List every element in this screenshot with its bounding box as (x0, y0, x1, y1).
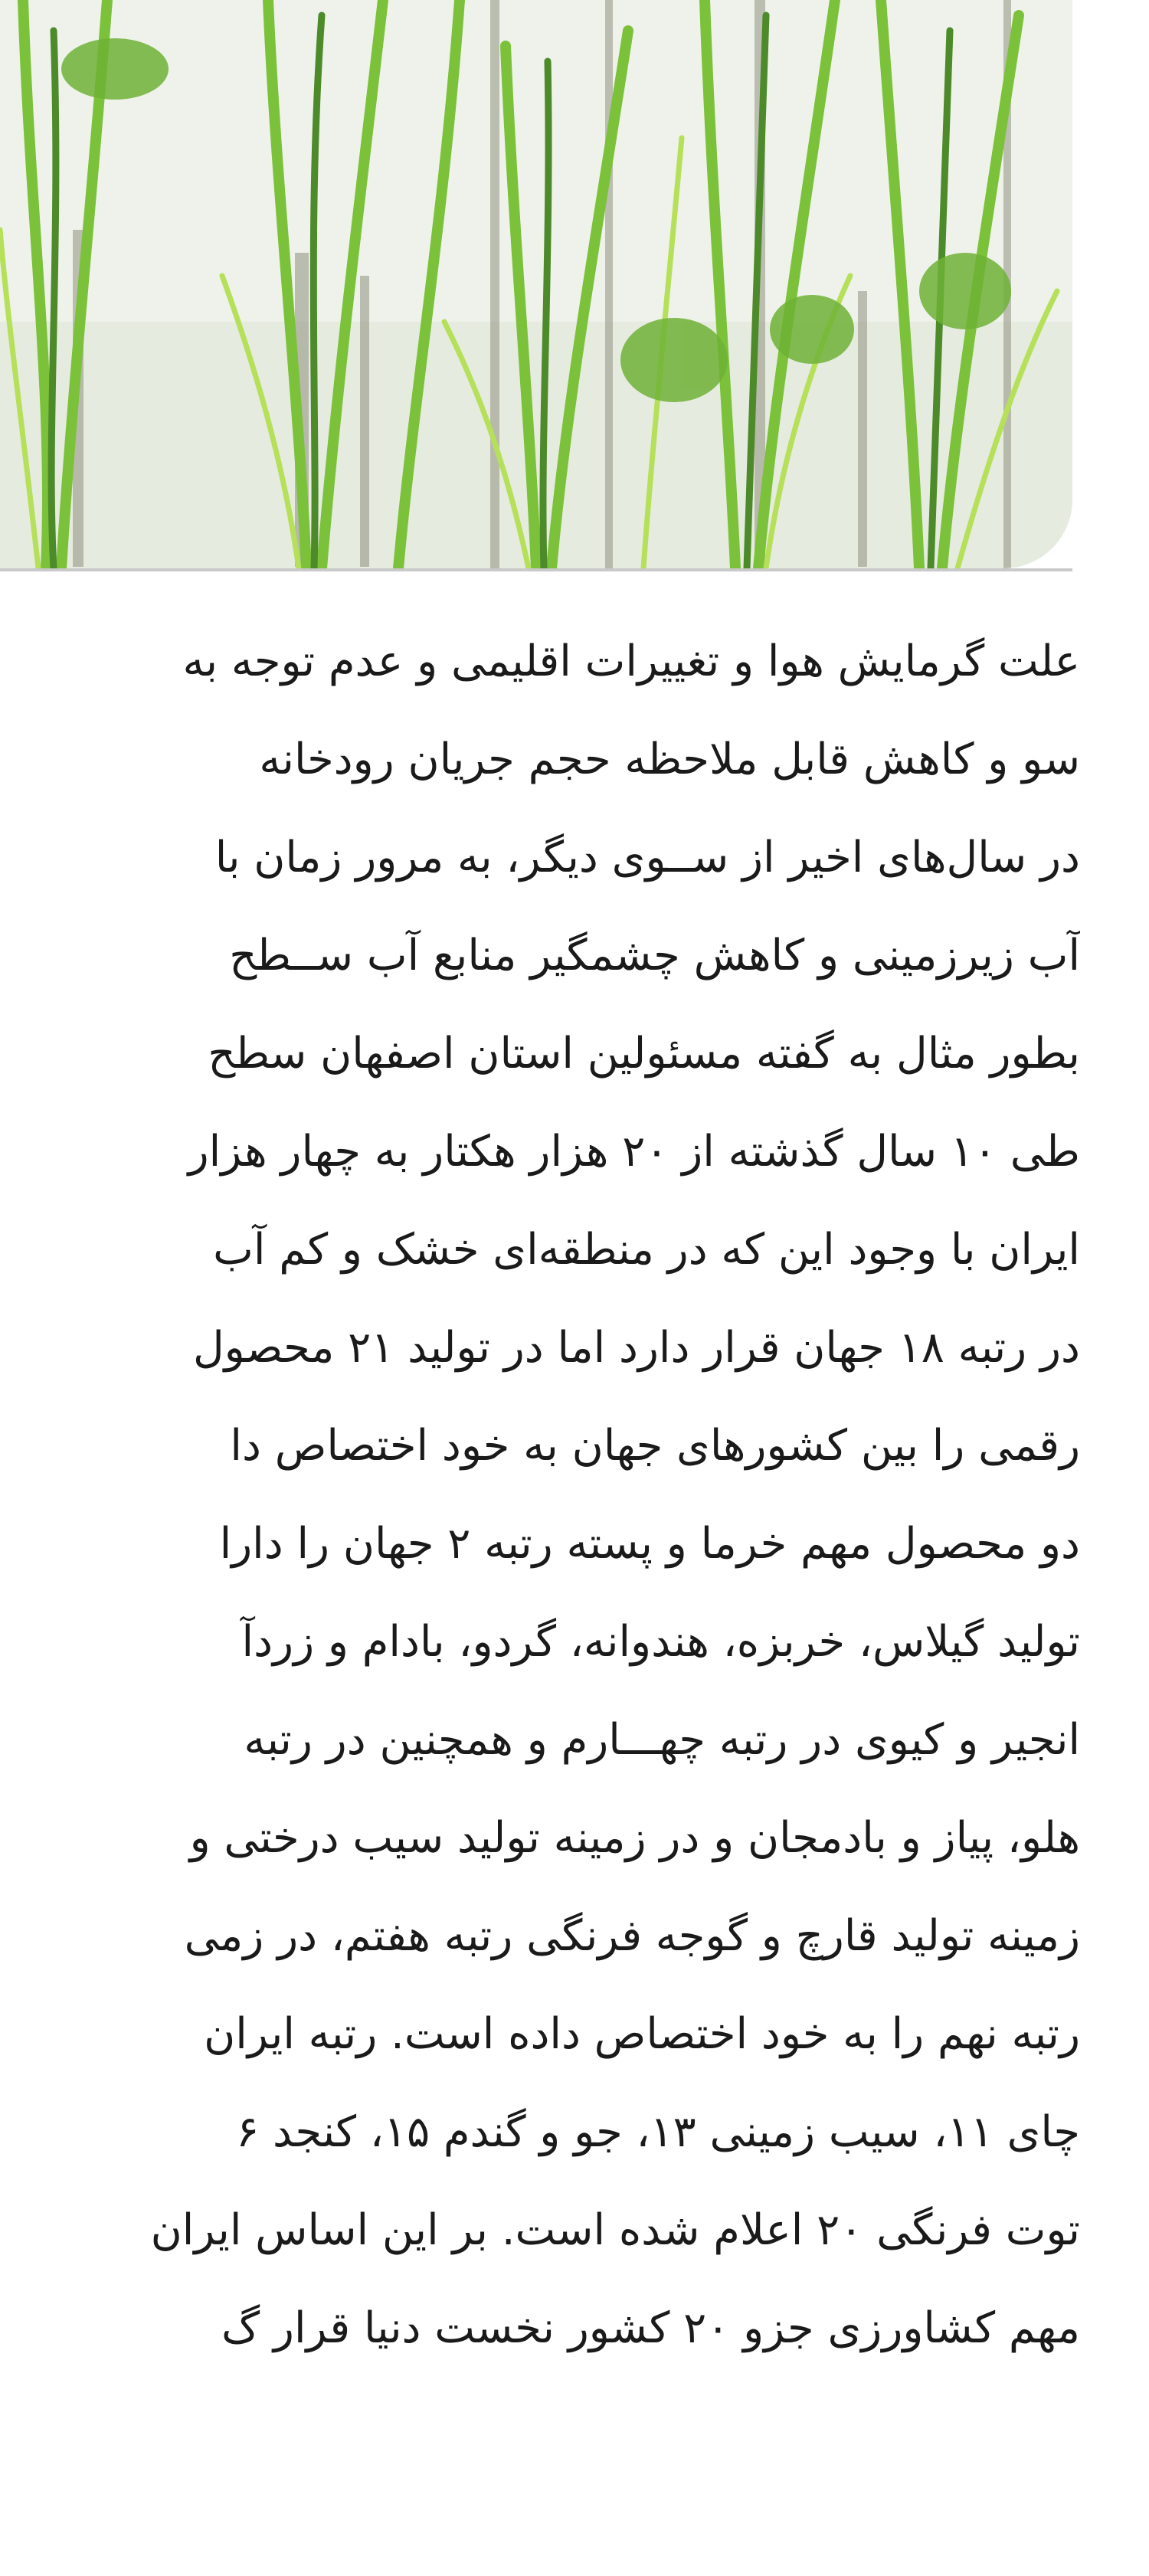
article-line: هلو، پیاز و بادمجان و در زمینه تولید سیب درختی و (189, 1813, 1080, 1863)
article-line: رقمی را بین کشورهای جهان به خود اختصاص دا (230, 1421, 1080, 1471)
article-line: مهم کشاورزی جزو ۲۰ کشور نخست دنیا قرار گ (221, 2303, 1080, 2353)
article-line: زمینه تولید قارچ و گوجه فرنگی رتبه هفتم، در زمی (184, 1911, 1080, 1961)
article-line: انجیر و کیوی در رتبه چهـــارم و همچنین در رتبه (244, 1715, 1080, 1765)
article-line: رتبه نهم را به خود اختصاص داده است. رتبه ایران (204, 2009, 1080, 2059)
article-line: در سال‌های اخیر از ســوی دیگر، به مرور زمان با (214, 833, 1080, 882)
article-line: سو و کاهش قابل ملاحظه حجم جریان رودخانه (259, 735, 1080, 784)
article-line: طی ۱۰ سال گذشته از ۲۰ هزار هکتار به چهار هزار (188, 1127, 1080, 1177)
article-line: بطور مثال به گفته مسئولین استان اصفهان سطح (208, 1029, 1080, 1079)
article-line: آب زیرزمینی و کاهش چشمگیر منابع آب ســطح (229, 931, 1080, 980)
article-line: ایران با وجود این که در منطقه‌ای خشک و کم آب (213, 1225, 1080, 1275)
photo-bottom-rule (0, 568, 1072, 571)
article-line: توت فرنگی ۲۰ اعلام شده است. بر این اساس ایران (150, 2205, 1080, 2255)
article-line: دو محصول مهم خرما و پسته رتبه ۲ جهان را دارا (219, 1519, 1080, 1569)
article-line: چای ۱۱، سیب زمینی ۱۳، جو و گندم ۱۵، کنجد ۶ (236, 2107, 1080, 2157)
article-line: تولید گیلاس، خربزه، هندوانه، گردو، بادام و زردآ (241, 1617, 1080, 1667)
article-line: در رتبه ۱۸ جهان قرار دارد اما در تولید ۲۱ محصول (192, 1323, 1080, 1373)
article-body (0, 613, 1080, 2378)
article-line: علت گرمایش هوا و تغییرات اقلیمی و عدم توجه به (182, 637, 1080, 686)
rice-paddy-photo (0, 0, 1072, 568)
rice-seedlings-illustration (0, 0, 1072, 568)
